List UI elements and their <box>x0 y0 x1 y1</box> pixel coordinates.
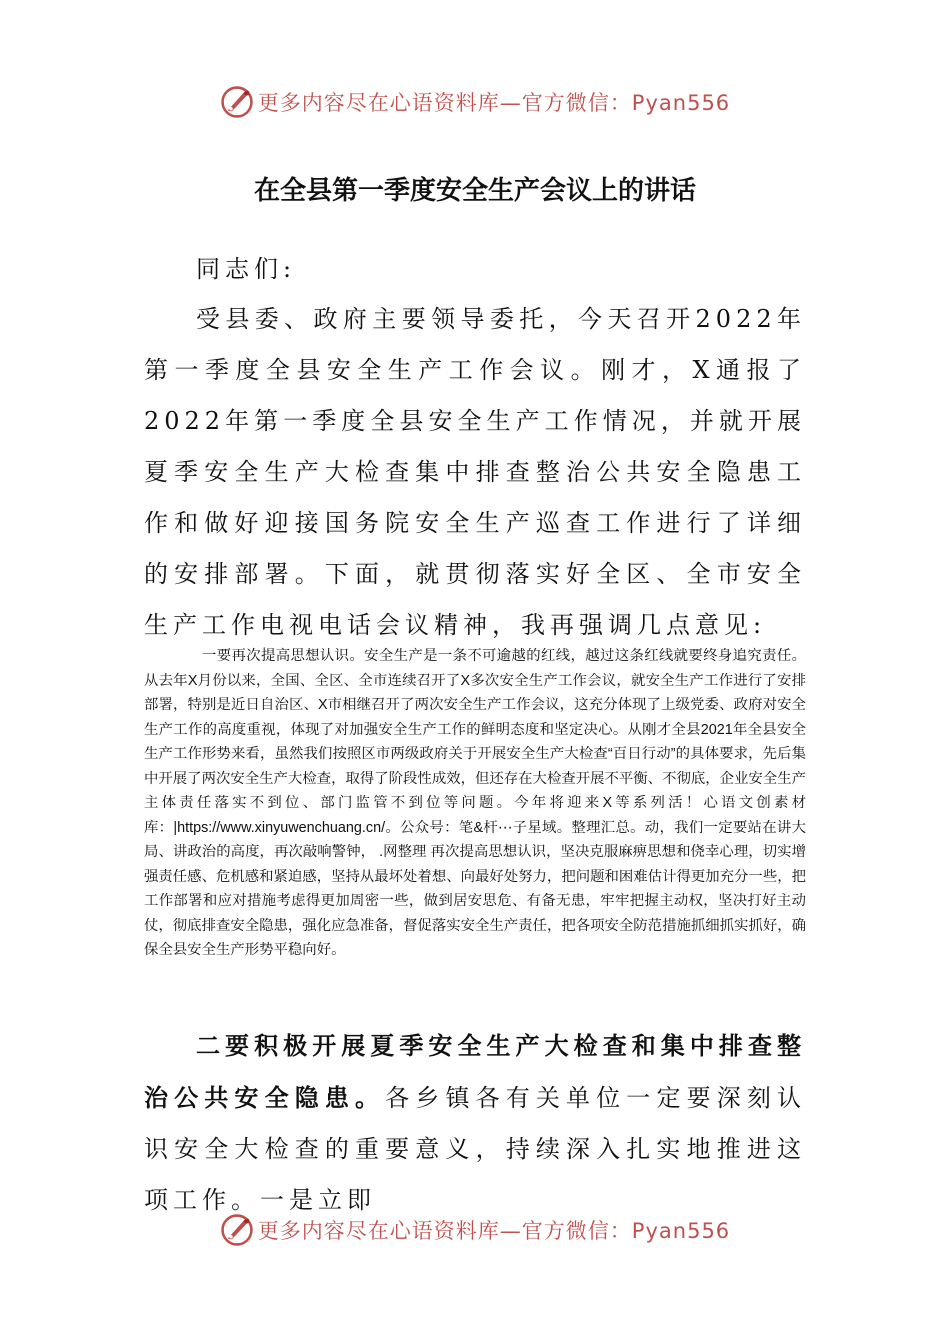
watermark-text: 更多内容尽在心语资料库—官方微信：Pyan556 <box>257 1219 731 1243</box>
watermark-text: 更多内容尽在心语资料库—官方微信：Pyan556 <box>257 91 731 115</box>
watermark-footer <box>0 1208 950 1252</box>
greeting-text: 同志们: <box>196 255 297 283</box>
intro-paragraph <box>144 294 806 651</box>
quill-logo-icon <box>220 85 254 119</box>
page-title: 在全县第一季度安全生产会议上的讲话 <box>253 176 696 206</box>
point-two-lead: 二要积极开展夏季安全生产大检查和集中排查整治公共安全隐患。 <box>144 1031 806 1112</box>
quill-logo-icon <box>220 1213 254 1247</box>
intro-text: 受县委、政府主要领导委托，今天召开2022年第一季度全县安全生产工作会议。刚才，X通报了2022年第一季度全县安全生产工作情况，并就开展夏季安全生产大检查集中排查整治公共安全隐患工作和做好迎接国务院安全生产巡查工作进行了详细的安排部署。下面，就贯彻落实好全区、全市安全生产工作电视电话会议精神，我再强调几点意见: <box>144 305 806 639</box>
point-two-body: 各乡镇各有关单位一定要深刻认识安全大检查的重要意义，持续深入扎实地推进这项工作。一是立即 <box>144 1084 807 1214</box>
watermark-header <box>0 80 950 124</box>
point-two-paragraph <box>144 1020 806 1226</box>
point-one-paragraph: 一要再次提高思想认识。安全生产是一条不可逾越的红线，越过这条红线就要终身追究责任。从去年X月份以来，全国、全区、全市连续召开了X多次安全生产工作会议，就安全生产工作进行了安排部署，特别是近日自治区、X市相继召开了两次安全生产工作会议，这充分体现了上级党委、政府对安全生产工作的高度重视，体现了对加强安全生产工作的鲜明态度和坚定决心。从刚才全县2021年全县安全生产工作形势来看，虽然我们按照区市两级政府关于开展安全生产大检查“百日行动”的具体要求，先后集中开展了两次安全生产大检查，取得了阶段性成效，但还存在大检查开展不平衡、不彻底，企业安全生产主体责任落实不到位、部门监管不到位等问题。今年将迎来X等系列活！心语文创素材库：|https://www.xinyuwenchuang.cn/。公众号：笔&杆⋯子星域。整理汇总。动，我们一定要站在讲大局、讲政治的高度，再次敲响警钟， .网整理 再次提高思想认识，坚决克服麻痹思想和侥幸心理，切实增强责任感、危机感和紧迫感，坚持从最坏处着想、向最好处努力，把问题和困难估计得更加充分一些，把工作部署和应对措施考虑得更加周密一些，做到居安思危、有备无患，牢牢把握主动权，坚决打好主动仗，彻底排查安全隐患，强化应急准备，督促落实安全生产责任，把各项安全防范措施抓细抓实抓好，确保全县安全生产形势平稳向好。 <box>144 648 806 958</box>
greeting <box>144 244 806 295</box>
point-two-text <box>144 1020 806 1226</box>
